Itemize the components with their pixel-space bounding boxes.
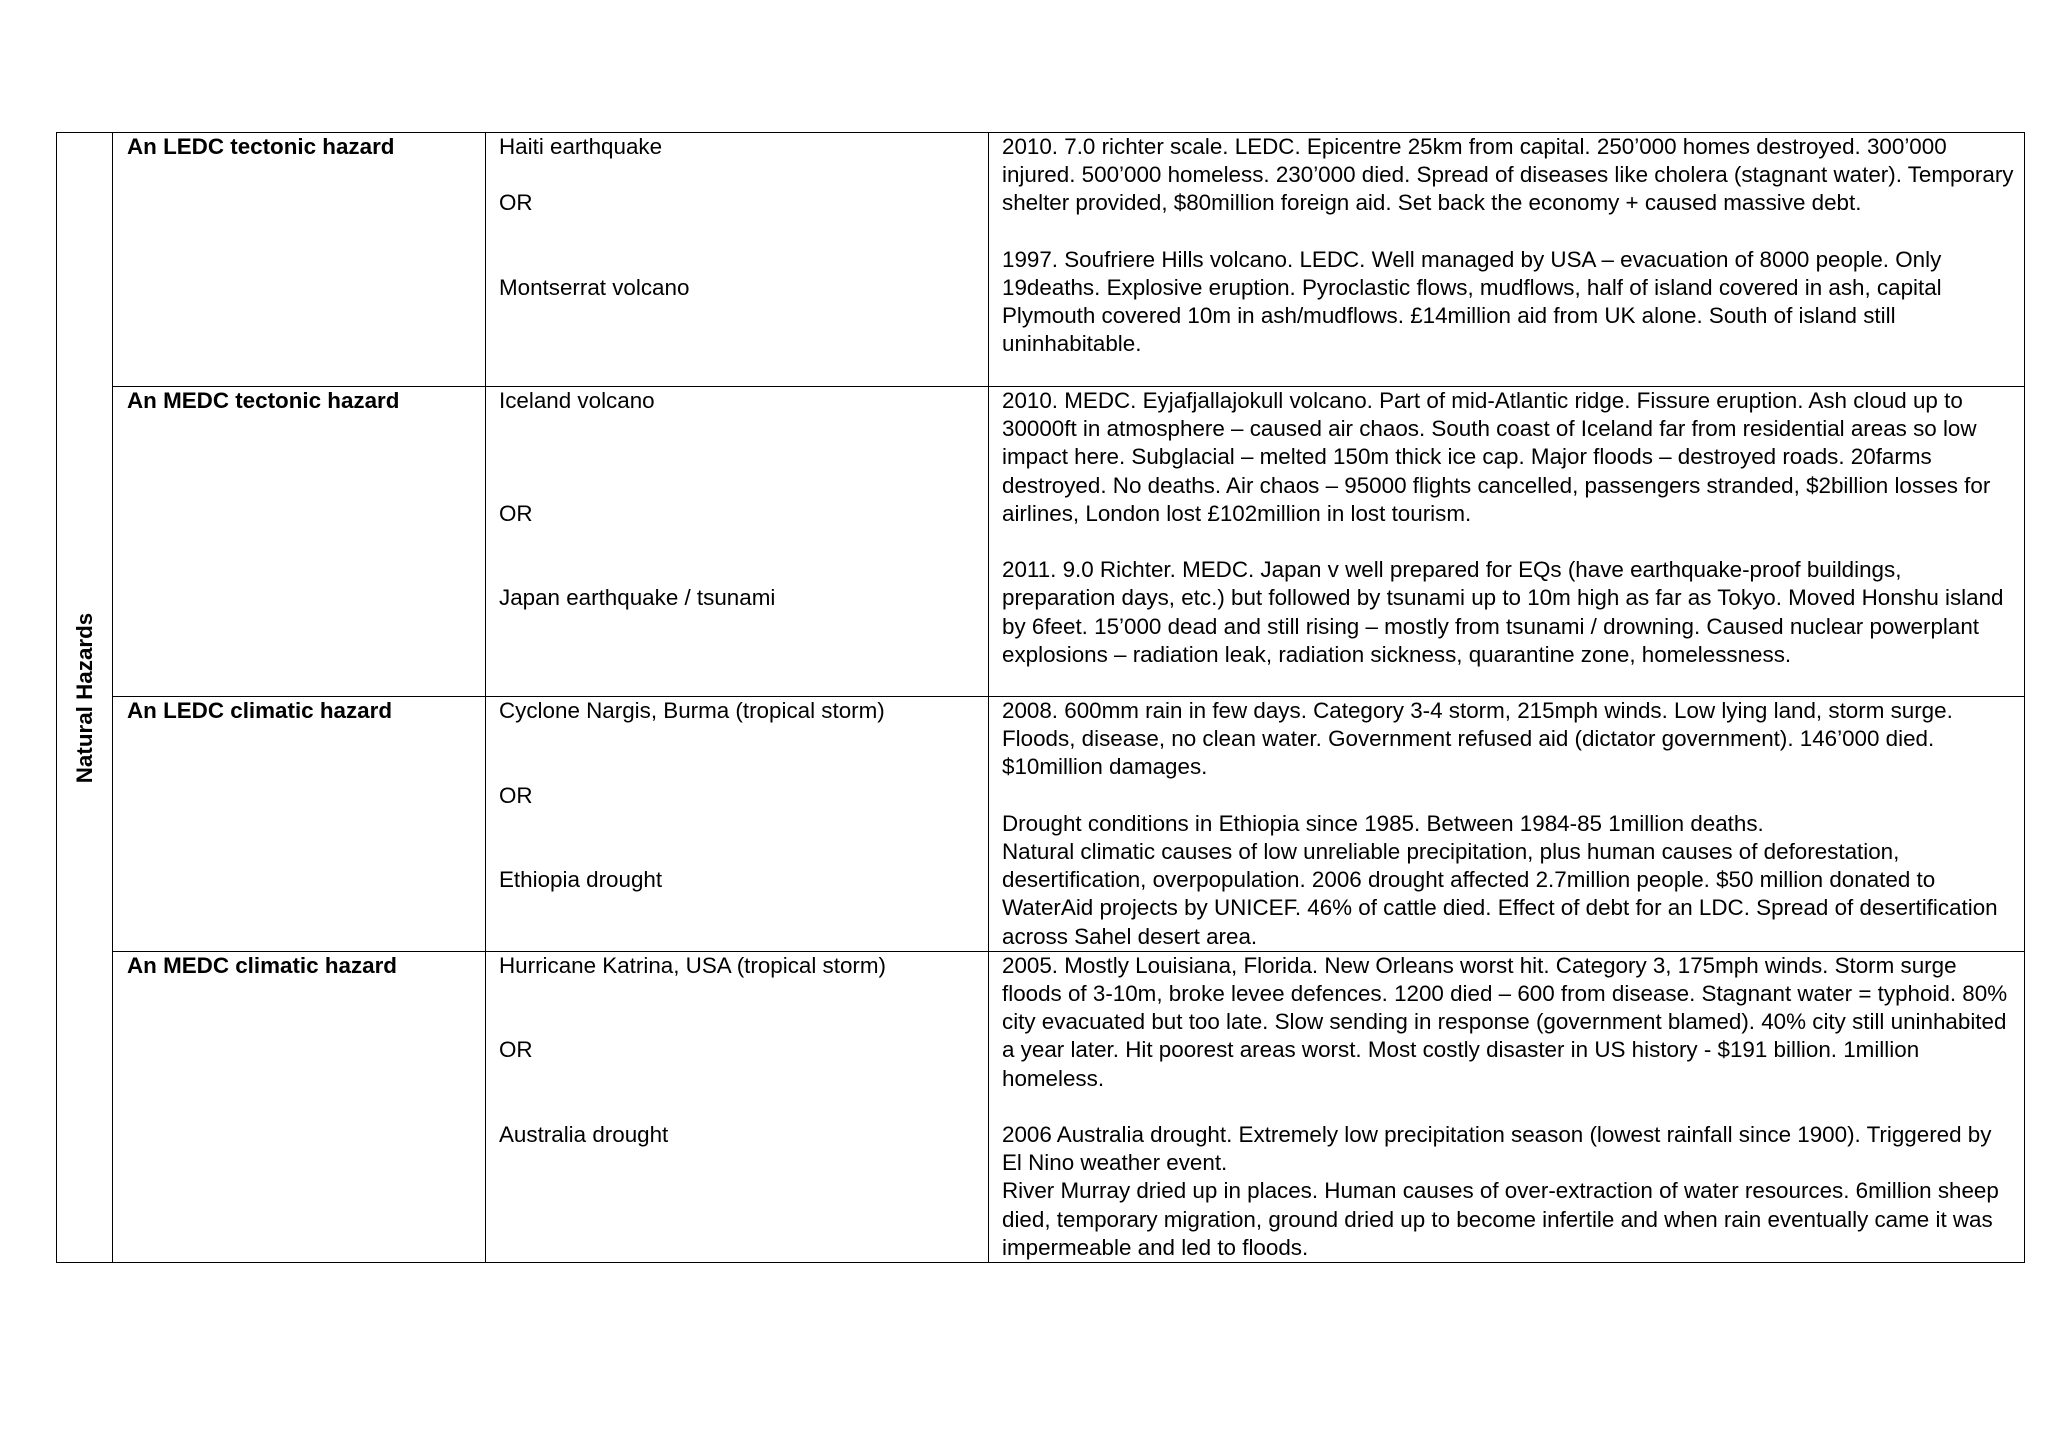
example-b: Ethiopia drought — [499, 867, 663, 893]
examples-cell — [486, 951, 989, 1262]
detail-a: 2008. 600mm rain in few days. Category 3-4 storm, 215mph winds. Low lying land, storm surge. Floods, disease, no clean water. Government refused aid (dictator government). 146’000 died. $10million damages. — [1002, 698, 1953, 780]
or-label: OR — [499, 190, 533, 216]
example-a: Hurricane Katrina, USA (tropical storm) — [499, 952, 886, 978]
details-cell — [989, 951, 2025, 1262]
side-label: Natural Hazards — [71, 612, 97, 783]
example-b: Japan earthquake / tsunami — [499, 585, 776, 611]
table-row — [57, 133, 2025, 387]
or-label: OR — [499, 1037, 533, 1063]
example-a: Cyclone Nargis, Burma (tropical storm) — [499, 698, 885, 723]
detail-b: 2011. 9.0 Richter. MEDC. Japan v well prepared for EQs (have earthquake-proof buildings, preparation days, etc.) but followed by tsunami up to 10m high as far as Tokyo. Moved Honshu island by 6feet. 15’000 dead and still rising – mostly from tsunami / drowning. Caused nuclear powerplant explosions – radiation leak, radiation sickness, quarantine zone, homelessness. — [1002, 557, 2004, 667]
example-a: Haiti earthquake — [499, 134, 663, 159]
detail-a: 2010. MEDC. Eyjafjallajokull volcano. Part of mid-Atlantic ridge. Fissure eruption. Ash cloud up to 30000ft in atmosphere – caused air chaos. South coast of Iceland far from residential areas so low impact here. Subglacial – melted 150m thick ice cap. Major floods – destroyed roads. 20farms destroyed. No deaths. Air chaos – 95000 flights cancelled, passengers stranded, $2billion losses for airlines, London lost £102million in lost tourism. — [1002, 388, 1991, 526]
category-cell — [113, 951, 486, 1262]
table-row — [57, 387, 2025, 697]
details-cell — [989, 697, 2025, 952]
examples-cell — [486, 133, 989, 387]
table-row — [57, 697, 2025, 952]
detail-b-2: Natural climatic causes of low unreliable precipitation, plus human causes of deforestation, desertification, overpopulation. 2006 drought affected 2.7million people. $50 million donated to WaterAid projects by UNICEF. 46% of cattle died. Effect of debt for an LDC. Spread of desertification across Sahel desert area. — [1002, 839, 1998, 949]
detail-a: 2005. Mostly Louisiana, Florida. New Orleans worst hit. Category 3, 175mph winds. Storm surge floods of 3-10m, broke levee defences. 1200 died – 600 from disease. Stagnant water = typhoid. 80% city evacuated but too late. Slow sending in response (government blamed). 40% city still uninhabited a year later. Hit poorest areas worst. Most costly disaster in US history - $191 billion. 1million homeless. — [1002, 952, 2008, 1091]
category-cell — [113, 697, 486, 952]
detail-b-2: River Murray dried up in places. Human causes of over-extraction of water resources. 6million sheep died, temporary migration, ground dried up to become infertile and when rain eventually came it was impermeable and led to floods. — [1002, 1178, 1999, 1260]
detail-a: 2010. 7.0 richter scale. LEDC. Epicentre 25km from capital. 250’000 homes destroyed. 300’000 injured. 500’000 homeless. 230’000 died. Spread of diseases like cholera (stagnant water). Temporary shelter provided, $80million foreign aid. Set back the economy + caused massive debt. — [1002, 134, 2014, 216]
detail-b-1: Drought conditions in Ethiopia since 1985. Between 1984-85 1million deaths. — [1002, 810, 1764, 836]
example-b: Australia drought — [499, 1121, 669, 1147]
examples-cell — [486, 697, 989, 952]
category-label: An LEDC climatic hazard — [127, 698, 393, 723]
details-cell — [989, 387, 2025, 697]
example-a: Iceland volcano — [499, 388, 655, 413]
table-row — [57, 951, 2025, 1262]
category-cell — [113, 387, 486, 697]
hazards-table — [56, 132, 2025, 1263]
or-label: OR — [499, 782, 533, 808]
category-label: An LEDC tectonic hazard — [127, 134, 395, 159]
detail-b: 1997. Soufriere Hills volcano. LEDC. Well managed by USA – evacuation of 8000 people. Only 19deaths. Explosive eruption. Pyroclastic flows, mudflows, half of island covered in ash, capital Plymouth covered 10m in ash/mudflows. £14million aid from UK alone. South of island still uninhabitable. — [1002, 246, 1942, 357]
details-cell — [989, 133, 2025, 387]
category-label: An MEDC tectonic hazard — [127, 388, 400, 413]
side-label-cell — [57, 133, 113, 1263]
examples-cell — [486, 387, 989, 697]
category-cell — [113, 133, 486, 387]
or-label: OR — [499, 500, 533, 526]
detail-b-1: 2006 Australia drought. Extremely low precipitation season (lowest rainfall since 1900). Triggered by El Nino weather event. — [1002, 1122, 1992, 1176]
example-b: Montserrat volcano — [499, 274, 690, 300]
category-label: An MEDC climatic hazard — [127, 952, 397, 978]
